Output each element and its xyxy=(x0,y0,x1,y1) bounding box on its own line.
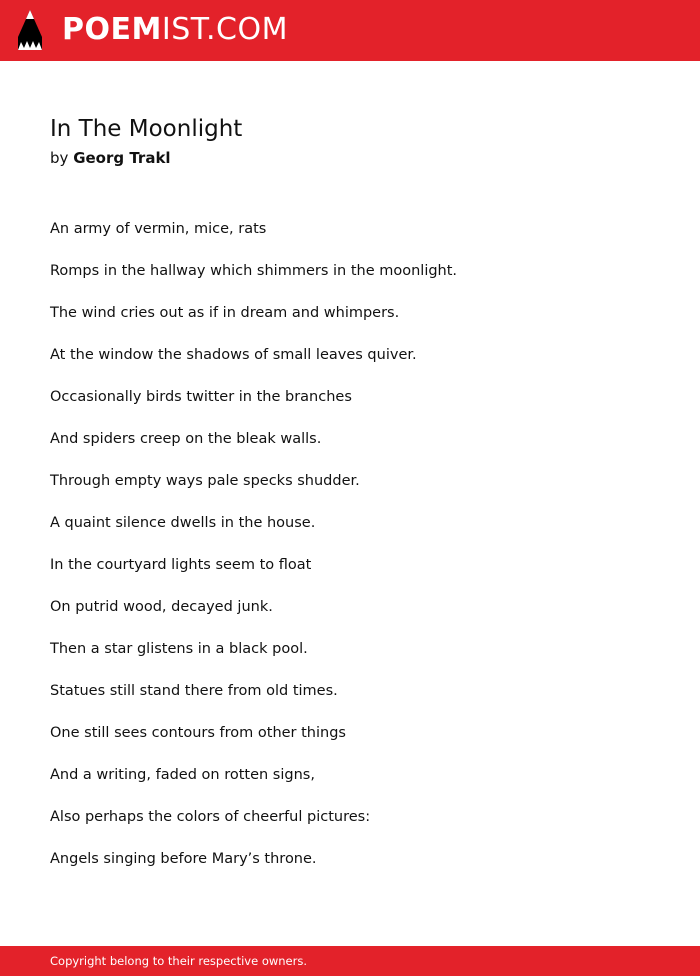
byline xyxy=(50,149,171,167)
poem-line: Also perhaps the colors of cheerful pictures: xyxy=(50,809,371,825)
poem-line: A quaint silence dwells in the house. xyxy=(50,515,316,531)
site-logo[interactable] xyxy=(62,12,288,48)
poem-line: Through empty ways pale specks shudder. xyxy=(50,473,360,489)
poem-line: In the courtyard lights seem to float xyxy=(50,557,312,573)
site-footer xyxy=(0,946,700,976)
poem-line: On putrid wood, decayed junk. xyxy=(50,599,273,615)
author-name: Georg Trakl xyxy=(73,149,171,167)
poem-line: An army of vermin, mice, rats xyxy=(50,221,267,237)
by-label: by xyxy=(50,149,69,167)
poem-line: Occasionally birds twitter in the branches xyxy=(50,389,352,405)
poem-line: One still sees contours from other things xyxy=(50,725,346,741)
poem-title: In The Moonlight xyxy=(50,116,243,142)
poem-line: Then a star glistens in a black pool. xyxy=(50,641,308,657)
logo-text-bold: POEM xyxy=(62,12,162,47)
poem-line: And a writing, faded on rotten signs, xyxy=(50,767,315,783)
poem-line: The wind cries out as if in dream and whimpers. xyxy=(50,305,400,321)
poem-line: And spiders creep on the bleak walls. xyxy=(50,431,322,447)
site-header xyxy=(0,0,700,61)
logo-text-light: IST.COM xyxy=(161,12,288,47)
poem-body xyxy=(50,219,670,891)
copyright-text: Copyright belong to their respective owners. xyxy=(50,954,308,968)
poem-line: Statues still stand there from old times. xyxy=(50,683,338,699)
poem-line: Romps in the hallway which shimmers in the moonlight. xyxy=(50,263,458,279)
poem-line: At the window the shadows of small leaves quiver. xyxy=(50,347,417,363)
pencil-tip-icon xyxy=(17,9,43,51)
poem-line: Angels singing before Mary’s throne. xyxy=(50,851,317,867)
